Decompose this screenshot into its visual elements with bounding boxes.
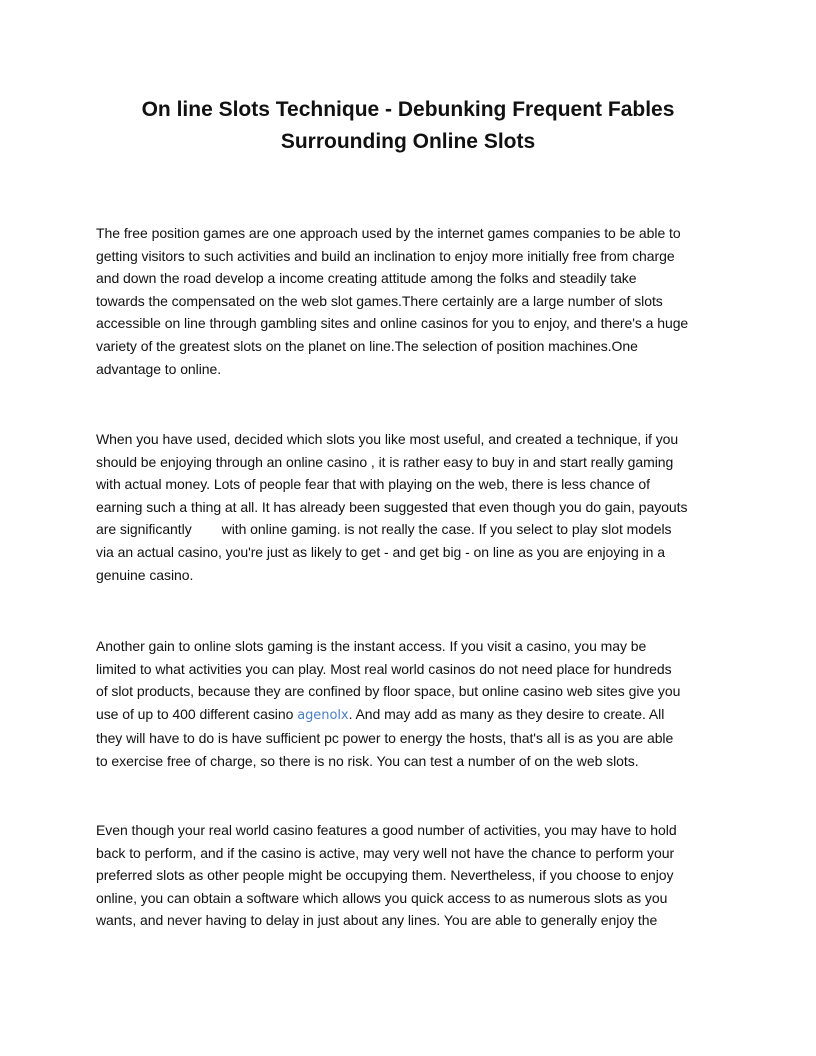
text-segment: . And may add as many as they desire to create. All: [348, 705, 665, 722]
text-line: of slot products, because they are confined by floor space, but online casino web sites give you: [96, 683, 681, 700]
text-line: via an actual casino, you're just as likely to get - and get big - on line as you are enjoying in a: [96, 543, 665, 560]
text-line: limited to what activities you can play. Most real world casinos do not need place for hundreds: [96, 660, 672, 677]
text-line: Another gain to online slots gaming is the instant access. If you visit a casino, you may be: [96, 638, 647, 654]
text-line: accessible on line through gambling sites and online casinos for you to enjoy, and there's a huge: [96, 315, 689, 332]
text-line: [96, 703, 724, 728]
title-line: Surrounding Online Slots: [280, 130, 536, 153]
text-line: genuine casino.: [96, 566, 194, 583]
text-line: [96, 518, 724, 541]
paragraph-3: [96, 635, 724, 773]
title-line: On line Slots Technique - Debunking Frequent Fables: [141, 98, 675, 121]
text-segment: are significantly: [96, 521, 192, 538]
agenolx-link[interactable]: agenolx: [297, 707, 349, 723]
page-title: [96, 94, 720, 158]
text-line: online, you can obtain a software which allows you quick access to as numerous slots as you: [96, 889, 668, 906]
text-line: Even though your real world casino features a good number of activities, you may have to hold: [96, 822, 677, 838]
text-segment: with online gaming. is not really the case. If you select to play slot models: [221, 521, 672, 538]
text-line: and down the road develop a income creating attitude among the folks and steadily take: [96, 270, 637, 287]
text-line: towards the compensated on the web slot games.There certainly are a large number of slots: [96, 292, 663, 309]
text-line: getting visitors to such activities and build an inclination to enjoy more initially free from charge: [96, 247, 675, 264]
text-line: When you have used, decided which slots you like most useful, and created a technique, if you: [96, 431, 679, 447]
paragraph-2: [96, 428, 724, 586]
text-line: earning such a thing at all. It has already been suggested that even though you do gain, payouts: [96, 498, 688, 515]
text-line: preferred slots as other people might be occupying them. Nevertheless, if you choose to enjoy: [96, 867, 674, 884]
text-line: advantage to online.: [96, 360, 222, 377]
paragraph-4: [96, 819, 724, 932]
text-line: should be enjoying through an online casino , it is rather easy to buy in and start really gaming: [96, 453, 674, 470]
text-line: with actual money. Lots of people fear that with playing on the web, there is less chance of: [96, 476, 650, 493]
text-line: they will have to do is have sufficient pc power to energy the hosts, that's all is as you are able: [96, 730, 674, 747]
text-line: wants, and never having to delay in just about any lines. You are able to generally enjoy the: [96, 912, 658, 929]
text-line: back to perform, and if the casino is active, may very well not have the chance to perform your: [96, 844, 675, 861]
text-segment: use of up to 400 different casino: [96, 705, 298, 722]
text-line: The free position games are one approach used by the internet games companies to be able to: [96, 225, 681, 241]
text-line: variety of the greatest slots on the planet on line.The selection of position machines.One: [96, 337, 638, 354]
paragraph-1: [96, 222, 724, 380]
text-line: to exercise free of charge, so there is no risk. You can test a number of on the web slots.: [96, 752, 639, 769]
